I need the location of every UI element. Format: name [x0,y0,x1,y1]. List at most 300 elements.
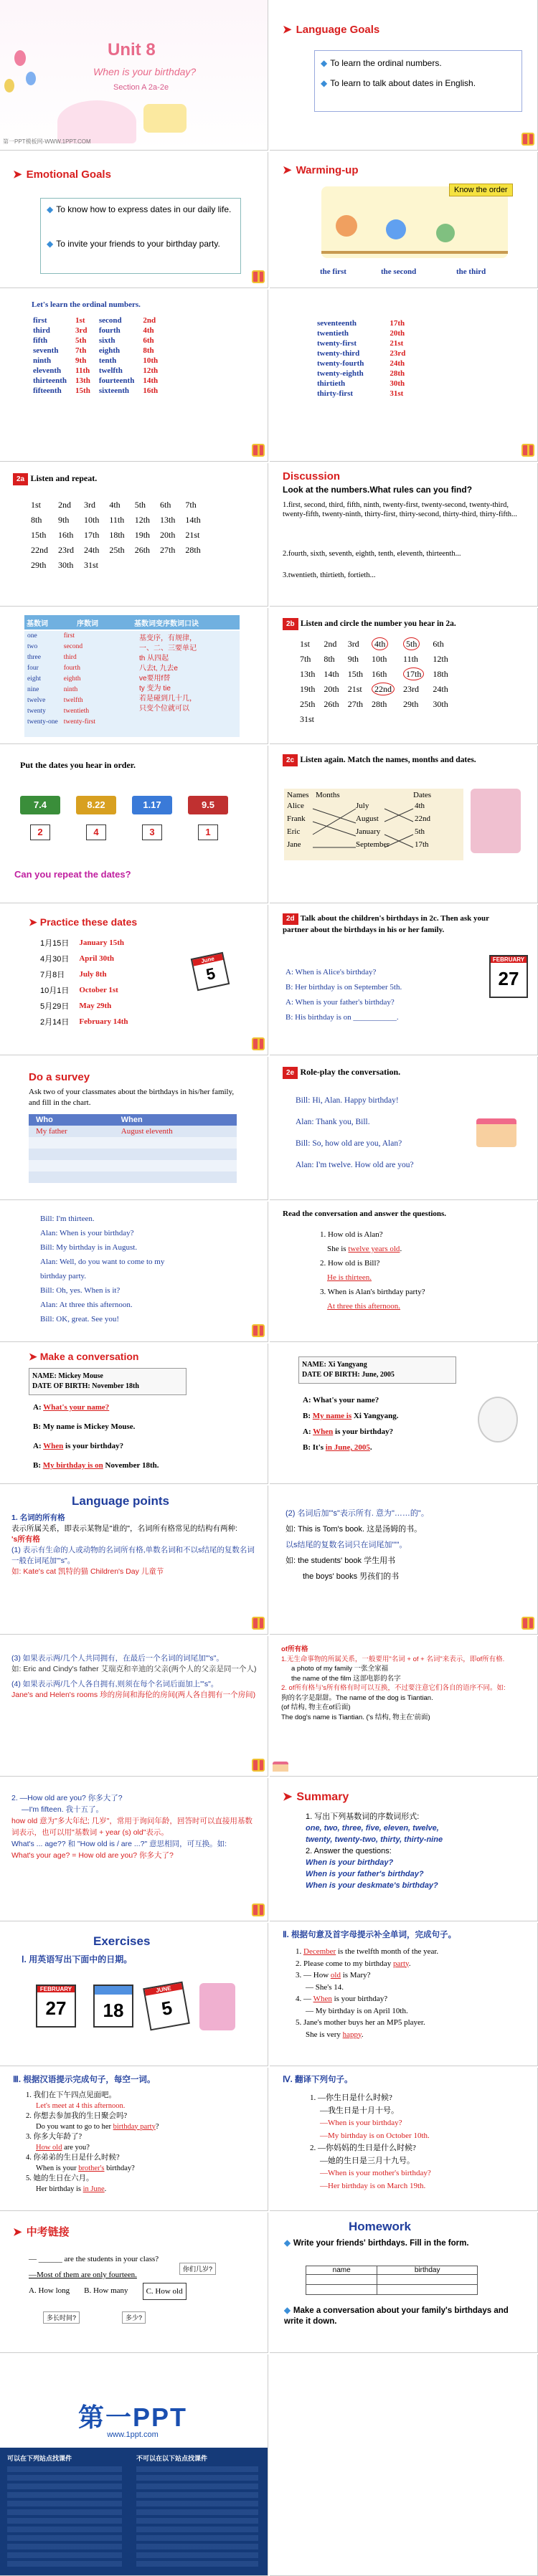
month-cell: January [356,827,381,836]
table-cell: 6th [160,500,171,510]
table-cell: 1st [31,500,42,510]
table-row [313,369,410,379]
date-cell: 5th [415,827,425,836]
table-cell: twentieth [63,708,90,715]
table-cell: third [33,326,50,335]
question: Look at the numbers.What rules can you find? [283,485,473,495]
table-cell: twentieth [317,329,349,338]
table-row [29,356,162,366]
dialogue-line: A: When is your father's birthday? [285,998,395,1007]
table-cell: one [27,632,37,640]
table-cell: 5月29日 [40,1002,70,1011]
date-card: 1.17 [132,796,172,814]
table-cell [367,667,399,682]
table-row [24,652,98,663]
ordinal-grid [26,498,206,573]
slide-title-text: Discussion [283,470,341,483]
table-cell: 23rd [390,349,406,358]
calendar-icon: June 5 [191,952,230,992]
table-cell [319,652,343,667]
table-row [313,348,410,358]
exercise-instruction: Ⅳ. 翻译下列句子。 [283,2076,353,2084]
table-cell: 19th [134,530,151,540]
table-cell: 29th [31,560,47,570]
slide-discussion [270,463,538,607]
table-cell: twenty-first [317,339,357,348]
table-cell: 28th [185,545,201,555]
table-cell: 7月8日 [40,971,65,979]
table-cell: 3rd [75,326,88,335]
grid-number: 7th [300,654,311,664]
answers: 1. How old is Alan? She is twelve years old. 2. How old is Bill? He is thirteen. 3. When is Alan's birthday party? At three this afternoon. [320,1230,425,1311]
table-row [313,358,410,369]
grammar-text: 1. 名词的所有格 表示所属关系，即表示某物是"谁的"，名词所有格常见的结构有两种: 's所有格 (1) 表示有生命的人或动物的名词所有格,单数名词和不以s结尾的复数名词一般在词尾加"'s"。 如: Kate's cat 凯特的猫 Children's Day 儿童节 [11,1513,255,1576]
table-cell: 20th [390,329,405,338]
rhyme-line: 一、二、三要单记 [139,645,197,652]
date-cell: 17th [415,840,429,849]
table-cell: 26th [134,545,151,555]
match-table [284,789,463,860]
grammar-text: (2) 名词后加"'s"表示所有. 意为"……的"。 如: This is Tom's book. 这是汤姆的书。 以s结尾的复数名词只在词尾加"'"。 如: the students' book 学生用书 the boys' books 男孩们的书 [285,1509,429,1581]
table-row [40,982,128,998]
date-table [40,935,128,1030]
table-cell: 12th [143,366,159,375]
table-cell: 8th [31,515,42,525]
slide-warming-up [270,152,538,288]
slide-2a [0,463,268,607]
table-cell: 21st [185,530,200,540]
table-cell: first [33,316,47,325]
table-row [29,366,162,376]
table-row [29,386,162,396]
calendar-icon: FEBRUARY 27 [36,1985,76,2028]
homework-item: ◆ Write your friends' birthdays. Fill in the form. [284,2239,469,2248]
month-cell: July [356,802,369,810]
task-header: 2b Listen and circle the number you hear in 2a. [283,618,456,630]
table-cell: second [63,643,83,650]
grid-number: 15th [347,669,364,679]
date-card: 7.4 [20,796,60,814]
discussion-body: 2.fourth, sixth, seventh, eighth, tenth, eleventh, thirteenth... [283,550,461,558]
table-cell: 14th [143,376,159,385]
discussion-body: 1.first, second, third, fifth, ninth, twenty-first, twenty-second, twenty-third, twenty-fifth, twenty-ninth, thirty-first, thirty-second, thirty-third, thirty-fifth... [283,501,517,518]
table-cell [399,637,428,652]
dialogue-line: B: Her birthday is on September 5th. [285,983,402,992]
table-row [313,338,410,348]
grid-number: 10th [372,654,387,664]
table-cell: 16th [143,386,159,395]
slide-translate [270,2068,538,2211]
table-cell [344,682,367,697]
girl-illustration [471,789,521,853]
name-cell: Alice [287,802,304,810]
table-row [296,652,453,667]
table-cell: 3rd [84,500,95,510]
slide-ordinals-2 [270,290,538,462]
ordinal-label: the third [456,267,486,276]
table-cell: twenty-fourth [317,359,364,368]
girl-illustration [199,1983,235,2030]
goal-item: ◆ To invite your friends to your birthday party. [47,239,220,249]
slide-title-text: ➤ Make a conversation [29,1351,139,1362]
homework-table: name birthday [306,2266,478,2295]
table-cell: 20th [160,530,176,540]
slide-language-points [0,1486,268,1635]
goal-item: ◆ To learn the ordinal numbers. [321,58,442,68]
task-header: 2c Listen again. Match the names, months and dates. [283,754,527,766]
exercise-lines: 1. 我们在下午四点见面吧。 Let's meet at 4 this afternoon. 2. 你想去参加我的生日聚会吗? Do you want to go to her birthday party? 3. 你多大年龄了? How old are you? 4. 你弟弟的生日是什么时候? When is your brother's birthday? 5. 她的生日在六月。 Her birthday is in June. [26,2091,159,2193]
calendar-icon: 18 [93,1985,133,2028]
dialogue-line: Alan: I'm twelve. How old are you? [296,1161,414,1169]
table-cell: 14th [185,515,201,525]
task-header: 2e Role-play the conversation. [283,1067,400,1079]
table-cell: fifth [33,336,48,345]
grammar-text: 2. —How old are you? 你多大了? —I'm fifteen. 我十五了。 how old 意为"多大年纪; 几岁"，常用于询问年龄，回答时可以直接用基数词表示，也可以用"基数词 + year (s) old"表示。 What's ... age?? 和 "How old is / are ...?" 意思相同，可互换。如: What's your age? = How old are you? 你多大了? [11,1794,253,1860]
table-cell [399,697,428,712]
note-bubble: 多长时间? [43,2311,80,2324]
grid-number: 4th [372,637,388,650]
rhyme-line: 八去t, 九去e [139,665,178,672]
table-row [29,325,162,336]
dialogue-line: Bill: Oh, yes. When is it? [40,1286,121,1295]
slide-title-text: ➤ 中考链接 [13,2226,70,2238]
grid-number: 20th [324,684,339,694]
dates-row [20,796,235,846]
table-cell: second [98,316,122,325]
rhyme-line: ty 变为 tie [139,685,171,693]
grid-number: 6th [433,639,444,649]
table-cell [344,667,367,682]
table-row [24,706,98,717]
slide-translate-fill [0,2068,268,2211]
dialogue-line: Bill: My birthday is in August. [40,1243,138,1252]
slide-2c [270,746,538,903]
grid-number: 24th [433,684,448,694]
table-cell: twelve [27,697,46,704]
table-cell: ninth [33,356,52,365]
table-cell: 21st [390,339,404,348]
table-row [296,667,453,682]
table-cell: twelfth [98,366,123,375]
footer-panel: 可以在下列站点找课件 不可以在以下站点找课件 [0,2448,268,2576]
table-cell [319,667,343,682]
grid-number: 3rd [347,639,359,649]
unit-title: Unit 8 [108,40,156,60]
table-cell: twelfth [63,697,83,704]
table-cell: four [27,665,39,672]
slide-language-goals [270,0,538,151]
table-cell: 4th [109,500,121,510]
slide-dialogue-cont [0,1202,268,1342]
table-cell: twenty-third [317,349,360,358]
dialogue: A: What's your name? B: My name is Xi Yangyang. A: When is your birthday? B: It's in June, 2005. [303,1396,399,1452]
table-cell: July 8th [79,970,107,979]
brand-logo: 第一PPT [77,2402,187,2432]
table-row [296,712,453,727]
table-cell: twenty [27,708,46,715]
table-cell: 25th [109,545,125,555]
slide-title-text: ➤ Summary [283,1791,349,1803]
rhyme-line: th 从四起 [139,655,169,662]
dialogue-line: Alan: When is your birthday? [40,1229,134,1237]
table-row [24,631,98,642]
slide-title-text: ➤ Warming-up [283,164,359,176]
table-cell [319,637,343,652]
table-cell: 23rd [58,545,74,555]
table-cell: three [27,654,41,661]
table-cell: 9th [58,515,70,525]
grid-number: 1st [300,639,311,649]
table-cell: February 14th [79,1017,128,1026]
table-cell [367,637,399,652]
name-cell: Jane [287,840,301,849]
dialogue-line: Bill: I'm thirteen. [40,1215,95,1223]
cardinal-ordinal-table [24,631,98,728]
slide-summary [270,1778,538,1921]
table-cell: 2nd [143,316,156,325]
slide-title-text: Homework [349,2220,411,2233]
table-row [26,513,206,528]
grammar-text: of所有格 1.无生命事物的所属关系，一般要用"名词 + of + 名词"来表示，即of所有格. a photo of my family 一张全家福 the name of the film 这部电影的名字 2. of所有格与's所有格有时可以互换，不过要注意它们各自的语序不同。如: 狗的名字是甜甜。The name of the dog is Tiantian. (of 结构, 物主在of后面) The dog's name is Tiantian. ('s 结构, 物主在'前面) [281,1645,506,1721]
table-cell: 1st [75,316,85,325]
table-row [26,543,206,558]
table-cell: 11th [109,515,125,525]
grid-number: 14th [324,669,339,679]
dialogue-line: Bill: Hi, Alan. Happy birthday! [296,1096,399,1105]
table-row [296,637,453,652]
task-title: Read the conversation and answer the questions. [283,1209,447,1218]
table-row [29,315,162,325]
table-cell: 13th [160,515,176,525]
rhyme-line: 若是碰到几十几， [139,695,197,703]
grid-number: 19th [300,684,316,694]
table-cell [319,697,343,712]
table-cell: 16th [58,530,74,540]
table-cell: 30th [390,379,405,388]
slide-practice-dates [0,905,268,1055]
table-cell: two [27,643,38,650]
exercise-instruction: Ⅱ. 根据句意及首字母提示补全单词，完成句子。 [283,1931,457,1939]
table-row [24,695,98,706]
table-cell: 11th [75,366,90,375]
table-row [26,498,206,513]
table-row [24,642,98,652]
table-cell: 17th [390,319,405,328]
date-cell: 22nd [415,814,430,823]
exercise-lines: 1. —你生日是什么时候? —我生日是十月十号。 —When is your birthday? —My birthday is on October 10th. 2. —你妈妈的生日是什么时候? —她的生日是三月十九号。 —When is your mother's birthday? —Her birthday is on March 19th. [310,2093,431,2190]
table-cell: seventh [33,346,59,355]
grid-number: 23rd [403,684,420,694]
table-cell: 9th [75,356,87,365]
dialogue-line: B: His birthday is on ___________. [285,1013,399,1022]
month-cell: August [356,814,379,823]
answer-option: C. How old [143,2283,187,2300]
repeat-question: Can you repeat the dates? [14,869,131,880]
table-cell: nine [27,686,39,693]
ordinal-table [313,318,410,399]
slide-read-answer [270,1202,538,1342]
table-cell: twenty-one [27,718,58,726]
table-cell: 2月14日 [40,1018,70,1027]
table-cell: 4月30日 [40,955,70,964]
cake-illustration [476,1118,516,1147]
table-cell [296,652,319,667]
intro-text: Let's learn the ordinal numbers. [32,300,141,309]
table-cell: ninth [63,686,78,693]
name-cell: Eric [287,827,301,836]
table-cell: twenty-eighth [317,369,364,378]
ordinal-label: the second [381,267,417,276]
unit-subtitle: When is your birthday? [93,66,197,77]
dialogue-line: birthday party. [40,1272,87,1280]
brand-footer: 第一PPT模板网-WWW.1PPT.COM [3,138,91,145]
grid-number: 2nd [324,639,337,649]
id-card: NAME: Xi Yangyang DATE OF BIRTH: June, 2005 [298,1356,456,1384]
table-cell: sixth [98,336,115,345]
table-cell: thirtieth [317,379,346,388]
slide-2d [270,905,538,1055]
dialogue-line: Alan: Thank you, Bill. [296,1118,370,1126]
rhyme-lines [139,634,197,714]
survey-table: Who When My father August eleventh [29,1114,237,1183]
note-bubble: 你们几岁? [179,2263,216,2275]
empty-slot [270,2354,538,2576]
grid-number: 22nd [372,683,395,695]
table-row [24,663,98,674]
table-cell: fourth [63,665,80,672]
grid-number: 21st [347,684,362,694]
table-cell [367,697,399,712]
table-row [24,674,98,685]
table-cell: eleventh [33,366,62,375]
dialogue: A: What's your name? B: My name is Mickey Mouse. A: When is your birthday? B: My birthday is on November 18th. [33,1403,159,1470]
slide-how-old [0,1778,268,1921]
calendar-icon: FEBRUARY 27 [489,955,528,998]
order-box: 3 [142,824,162,840]
table-cell: 17th [84,530,100,540]
table-cell: October 1st [79,986,118,994]
table-cell [399,682,428,697]
table-cell: tenth [98,356,117,365]
slide-exercises [0,1923,268,2066]
grid-number: 8th [324,654,335,664]
table-cell: third [63,654,77,661]
ordinal-label: the first [320,267,346,276]
slide-survey [0,1057,268,1200]
date-card: 8.22 [76,796,116,814]
table-cell [399,652,428,667]
table-cell [296,637,319,652]
months-header: Months [316,791,340,799]
table-cell: 7th [75,346,87,355]
names-header: Names [287,791,309,799]
slide-dates-order [0,746,268,903]
slide-fill-words [270,1923,538,2066]
exercise-instruction: Ⅲ. 根据汉语提示完成句子，每空一词。 [13,2076,156,2084]
table-cell [344,697,367,712]
ordinal-table [29,315,162,396]
table-row [296,682,453,697]
table-cell: 1月15日 [40,939,70,948]
table-cell: 10th [84,515,100,525]
table-cell: sixteenth [98,386,129,395]
brand-url: www.1ppt.com [107,2430,159,2439]
grid-number: 18th [433,669,448,679]
table-row [313,379,410,389]
table-row [40,951,128,966]
order-box: 4 [86,824,106,840]
task-header: 2d Talk about the children's birthdays in 2c. Then ask your partner about the birthdays in his or her family. [283,914,489,934]
table-cell [367,652,399,667]
table-row [313,328,410,338]
goal-item: ◆ To know how to express dates in our daily life. [47,204,232,214]
slide-2b [270,608,538,744]
grid-number: 9th [347,654,359,664]
slide-footer-brand [0,2354,268,2576]
grid-number: 28th [372,699,387,709]
task-header: 2a Listen and repeat. [13,473,97,485]
slide-title-text: ➤ Language Goals [283,24,380,36]
table-row [29,336,162,346]
goal-item: ◆ To learn to talk about dates in English. [321,78,476,88]
grid-number: 27th [347,699,364,709]
table-row [313,318,410,328]
homework-item: ◆ Make a conversation about your family's birthdays and write it down. [284,2306,509,2326]
slide-homework [270,2213,538,2353]
slide-make-conversation [0,1344,268,1484]
slide-2e [270,1057,538,1200]
summary-text: 1. 写出下列基数词的序数词形式: one, two, three, five, eleven, twelve, twenty, twenty-two, thirty, thirty-nine 2. Answer the questions: When is your birthday? When is your father's birthday? When is your deskmate's birthday? [306,1812,443,1890]
table-cell: May 29th [79,1002,112,1010]
table-cell [428,697,452,712]
table-cell: thirteenth [33,376,67,385]
table-cell: fourth [98,326,121,335]
grid-number: 25th [300,699,316,709]
slide-ordinals-1 [0,290,268,462]
table-cell [428,682,452,697]
table-cell: 24th [84,545,100,555]
date-cell: 4th [415,802,425,810]
table-row [29,346,162,356]
table-cell: 15th [75,386,90,395]
discussion-body: 3.twentieth, thirtieth, fortieth... [283,571,376,579]
section-label: Section A 2a-2e [113,83,169,92]
exercise-lines: 1. December is the twelfth month of the year. 2. Please come to my birthday party. 3. — How old is Mary? — She's 14. 4. — When is your birthday? — My birthday is on April 10th. 5. Jane's mother buys her an MP5 player. She is very happy. [296,1947,439,2039]
exercise-instruction: Ⅰ. 用英语写出下面中的日期。 [22,1954,133,1964]
month-cell: September [356,840,390,849]
goals-box [314,50,522,112]
table-row [40,966,128,982]
table-row [313,389,410,399]
table-cell: 10月1日 [40,987,70,995]
slide-title-text: ➤ Emotional Goals [13,168,111,181]
table-cell: 27th [160,545,176,555]
table-cell: eighth [98,346,121,355]
note-bubble: 多少? [122,2311,146,2324]
grid-number: 11th [403,654,418,664]
dialogue-line: Alan: Well, do you want to come to my [40,1258,165,1266]
table-cell: 18th [109,530,125,540]
slide-title-text: Do a survey [29,1071,90,1083]
table-cell [428,667,452,682]
dialogue-line: Bill: OK, great. See you! [40,1315,119,1323]
slide-title-text: Language points [72,1494,169,1508]
table-cell: January 15th [79,938,125,947]
table-cell: 24th [390,359,405,368]
table-cell: 28th [390,369,405,378]
table-cell: eight [27,675,41,683]
table-cell [428,637,452,652]
